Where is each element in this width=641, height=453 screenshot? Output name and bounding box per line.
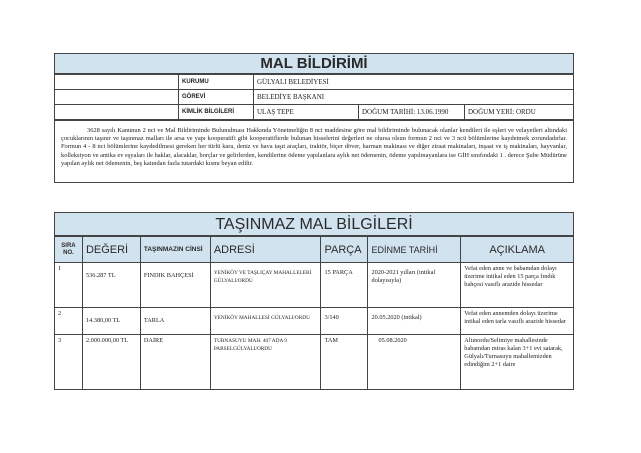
kurumu-value: GÜLYALI BELEDİYESİ xyxy=(254,75,574,90)
mal-bildirimi-title: MAL BİLDİRİMİ xyxy=(54,53,574,74)
gorevi-label: GÖREVİ xyxy=(179,90,254,105)
cell-cins: FINDIK BAHÇESİ xyxy=(140,263,210,308)
cell-edinme: 05.08.2020 xyxy=(368,335,461,390)
declaration-paragraph: 3628 sayılı Kanunun 2 nci ve Mal Bildiriminde Bulunulması Hakkında Yönetmeliğin 8 nci maddesine göre mal bildiriminde bulunacak olanlar kendileri ile eşleri ve velayetleri altındaki çocuklarının taşınır ve taşınmaz malları ile arsa ve yapı kooperatifi gibi kooperatiflerde bulunan hisselerini değerleri ne olursa olsun formun 2 nci ve 3 ncü bölümlerine kaydetmek zorundadırlar. Formun 4 - 8 nci bölümlerine kaydedilmesi gereken her türlü kara, deniz ve hava taşıt araçları, traktör, biçer döver, harman makinası ve diğer ziraat makinaları, inşaat ve iş makinaları, hayvanlar, kolleksiyon ve antika ev eşyaları ile haklar, alacaklar, borçlar ve gelirlerden, kendilerine ödeme yapılanlara aylık net ödemenin, ödeme yapılmayanlara ise GİH sınıfındaki 1 . derece Şube Müdürüne yapılan aylık net ödemenin, beş katından fazla tutardaki kısmı beyan edilir. xyxy=(54,120,574,183)
cell-aciklama: Altınordu/Selimiye mahallesinde babamdan miras kalan 3+1 evi satarak, Gülyalı/Turnasuyu mahallemizden edindiğim 2+1 daire xyxy=(461,335,574,390)
identity-table xyxy=(54,74,574,120)
cell-cins: TARLA xyxy=(140,308,210,335)
header-deger: DEĞERİ xyxy=(82,237,140,263)
cell-deger: 536.287 TL xyxy=(82,263,140,308)
cell-aciklama: Vefat eden anne ve babamdan dolayı üzerime intikal eden 15 parça fındık bahçesi vasıflı arazide hissedar xyxy=(461,263,574,308)
birth-date: DOĞUM TARİHİ: 13.06.1990 xyxy=(359,105,465,120)
header-cins: TAŞINMAZIN CİNSİ xyxy=(140,237,210,263)
header-sira: SIRA NO. xyxy=(55,237,83,263)
tasinmaz-title: TAŞINMAZ MAL BİLGİLERİ xyxy=(54,212,574,236)
cell-adres: YENİKÖY MAHALLESİ GÜLYALI/ORDU xyxy=(210,308,321,335)
cell-sira: 2 xyxy=(55,308,83,335)
header-edinme: EDİNME TARİHİ xyxy=(368,237,461,263)
cell-aciklama: Vefat eden annemden dolayı üzerime intikal eden tarla vasıflı arazide hissedar xyxy=(461,308,574,335)
header-adres: ADRESİ xyxy=(210,237,321,263)
property-table xyxy=(54,236,574,390)
blank-cell xyxy=(55,75,179,90)
cell-edinme: 2020-2021 yılları (intikal dolayısıyla) xyxy=(368,263,461,308)
cell-adres: TURNASUYU MAH. 407 ADA 9 PARSELGÜLYALI/ORDU xyxy=(210,335,321,390)
table-row xyxy=(55,263,574,308)
birth-place: DOĞUM YERİ: ORDU xyxy=(465,105,574,120)
blank-cell xyxy=(55,90,179,105)
cell-parca: TAM xyxy=(321,335,368,390)
cell-adres: YENİKÖY VE TAŞLIÇAY MAHALLELERİ GÜLYALI/ORDU xyxy=(210,263,321,308)
cell-sira: 1 xyxy=(55,263,83,308)
header-parca: PARÇA xyxy=(321,237,368,263)
table-header-row xyxy=(55,237,574,263)
kimlik-label: KİMLİK BİLGİLERİ xyxy=(179,105,254,120)
cell-parca: 15 PARÇA xyxy=(321,263,368,308)
cell-deger: 14.380,00 TL xyxy=(82,308,140,335)
cell-parca: 3/140 xyxy=(321,308,368,335)
table-row xyxy=(55,308,574,335)
gorevi-row xyxy=(55,90,574,105)
kurumu-row xyxy=(55,75,574,90)
table-row xyxy=(55,335,574,390)
kurumu-label: KURUMU xyxy=(179,75,254,90)
cell-sira: 3 xyxy=(55,335,83,390)
blank-cell xyxy=(55,105,179,120)
gorevi-value: BELEDİYE BAŞKANI xyxy=(254,90,574,105)
header-aciklama: AÇIKLAMA xyxy=(461,237,574,263)
cell-edinme: 20.05.2020 (intikal) xyxy=(368,308,461,335)
cell-cins: DAİRE xyxy=(140,335,210,390)
name-value: ULAŞ TEPE xyxy=(254,105,359,120)
cell-deger: 2.000.000,00 TL xyxy=(82,335,140,390)
kimlik-row xyxy=(55,105,574,120)
